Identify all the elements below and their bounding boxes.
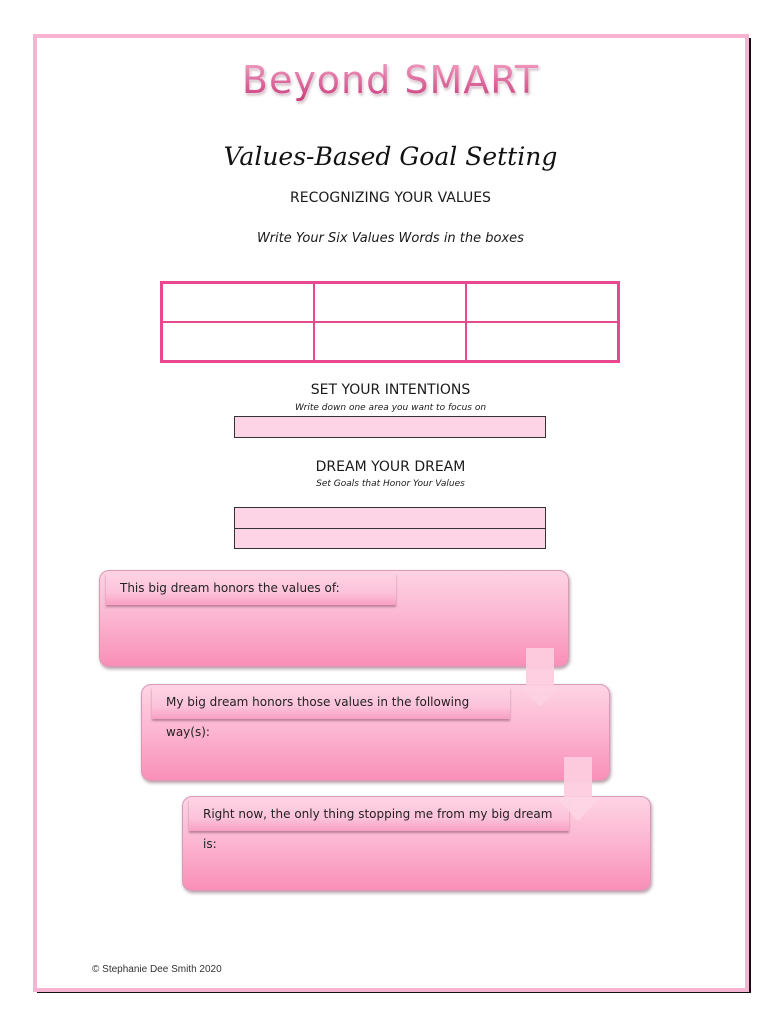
- values-heading: RECOGNIZING YOUR VALUES: [290, 190, 491, 206]
- intentions-heading: SET YOUR INTENTIONS: [310, 382, 471, 398]
- dream-instruction: Set Goals that Honor Your Values: [316, 479, 465, 489]
- values-grid: [160, 281, 620, 363]
- dream-box-label: My big dream honors those values in the following way(s):: [152, 687, 510, 719]
- dream-box-values[interactable]: [99, 570, 569, 667]
- document-subtitle: Values-Based Goal Setting: [223, 142, 558, 171]
- value-cell-1[interactable]: [162, 283, 314, 322]
- copyright-footer: © Stephanie Dee Smith 2020: [92, 964, 222, 975]
- value-cell-4[interactable]: [162, 322, 314, 361]
- dream-box-label: This big dream honors the values of:: [106, 573, 396, 605]
- dream-box-label: Right now, the only thing stopping me from my big dream is:: [189, 799, 569, 831]
- dream-heading: DREAM YOUR DREAM: [315, 459, 466, 475]
- document-title: Beyond SMART: [0, 58, 781, 102]
- dream-field-2[interactable]: [234, 528, 546, 549]
- dream-field-1[interactable]: [234, 507, 546, 529]
- intention-field[interactable]: [234, 416, 546, 438]
- value-cell-5[interactable]: [314, 322, 466, 361]
- down-arrow-icon: [518, 648, 563, 708]
- value-cell-3[interactable]: [466, 283, 618, 322]
- value-cell-2[interactable]: [314, 283, 466, 322]
- down-arrow-icon: [558, 757, 603, 825]
- values-instruction: Write Your Six Values Words in the boxes: [257, 231, 524, 246]
- value-cell-6[interactable]: [466, 322, 618, 361]
- intentions-instruction: Write down one area you want to focus on: [294, 403, 487, 413]
